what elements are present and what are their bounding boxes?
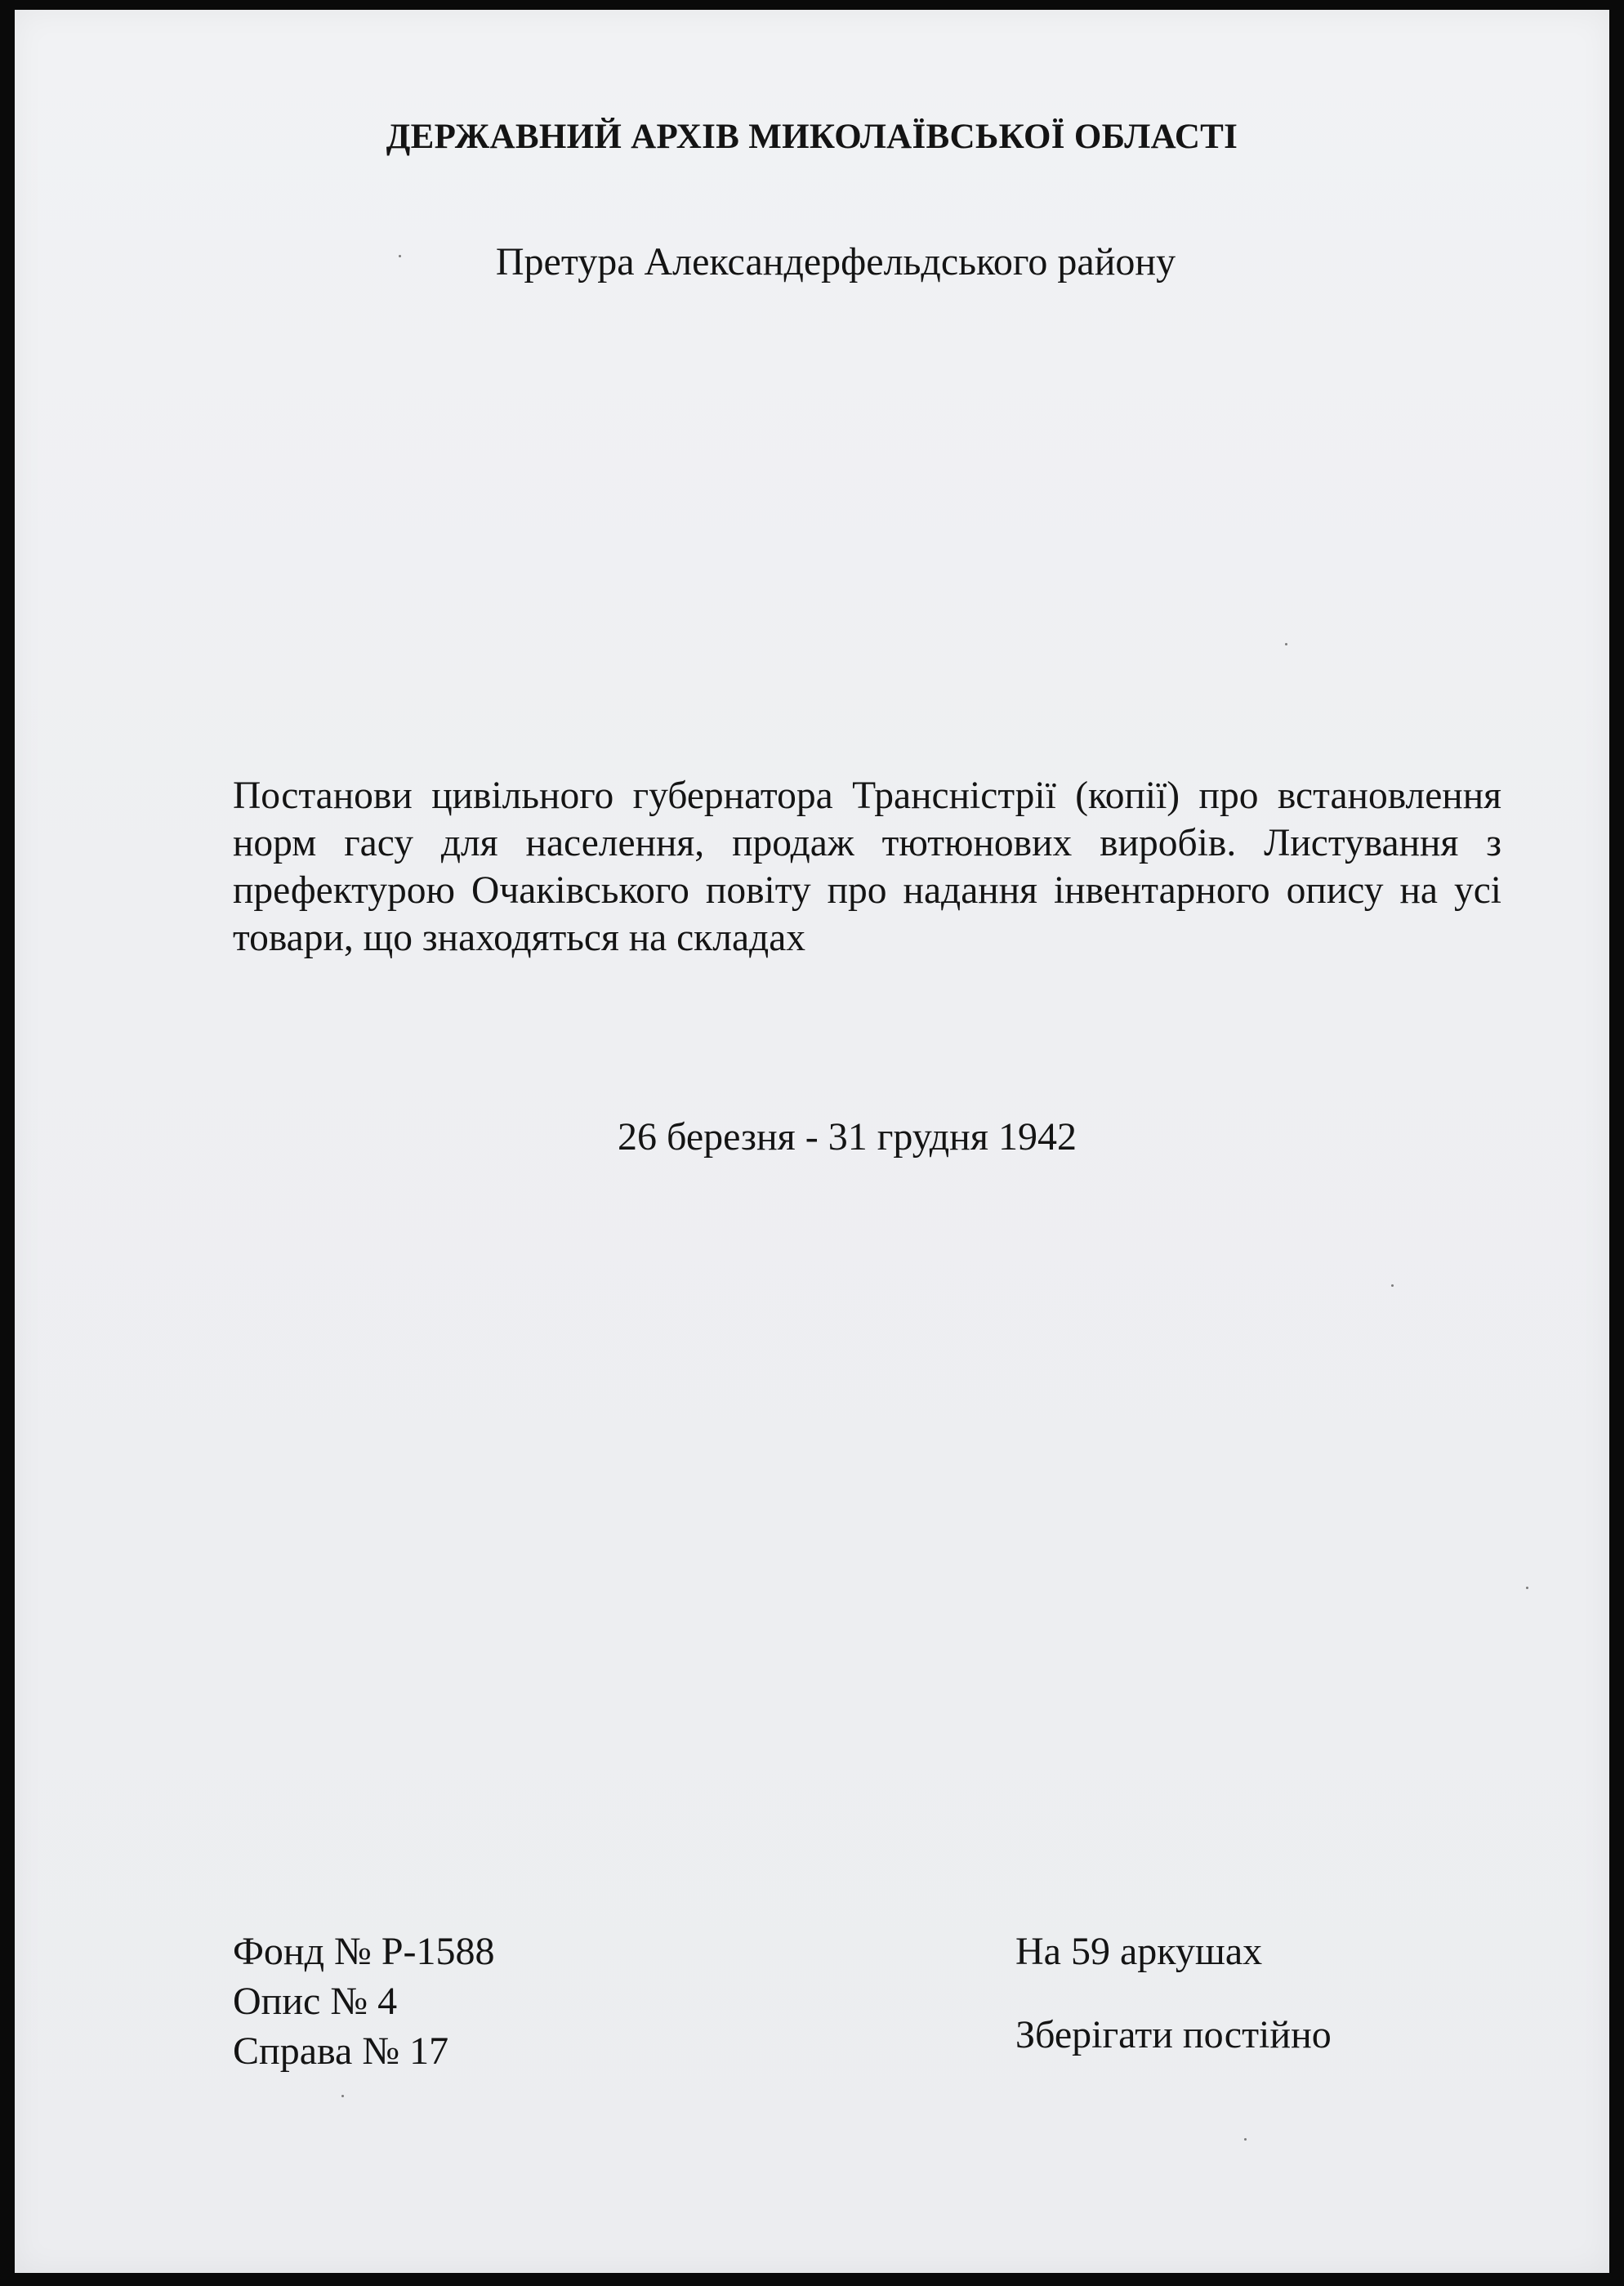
storage-details xyxy=(1015,1927,1332,2060)
organization-name: Претура Александерфельдського району xyxy=(495,240,1176,284)
paper-speck xyxy=(1244,2138,1247,2141)
archive-title: ДЕРЖАВНИЙ АРХІВ МИКОЛАЇВСЬКОЇ ОБЛАСТІ xyxy=(386,118,1238,156)
paper-speck xyxy=(1391,1284,1394,1287)
paper-speck xyxy=(1285,643,1287,645)
storage-term: Зберігати постійно xyxy=(1015,2013,1332,2056)
sheet-count: На 59 аркушах xyxy=(1015,1930,1263,1973)
paper-speck xyxy=(1526,1587,1528,1589)
file-number: Справа № 17 xyxy=(233,2029,449,2073)
fund-number: Фонд № Р-1588 xyxy=(233,1930,495,1973)
paper-speck xyxy=(341,2095,344,2097)
inventory-number: Опис № 4 xyxy=(233,1980,398,2023)
fund-details xyxy=(233,1927,495,2076)
case-description: Постанови цивільного губернатора Трансністрії (копії) про встановлення норм гасу для населення, продаж тютюнових виробів. Листування з префектурою Очаківського повіту про надання інвентарного опису на усі товари, що знаходяться на складах xyxy=(233,775,1501,959)
date-range: 26 березня - 31 грудня 1942 xyxy=(618,1115,1077,1159)
